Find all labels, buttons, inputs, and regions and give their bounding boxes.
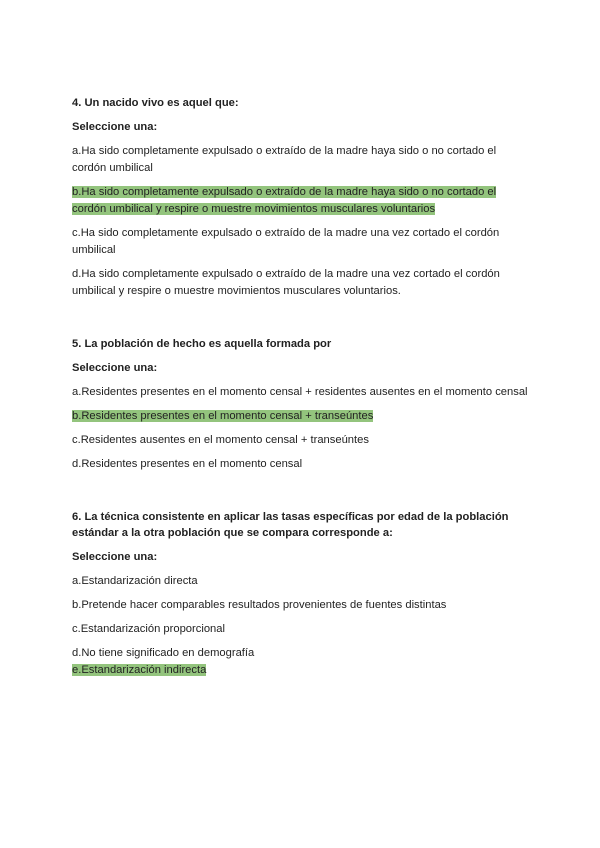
option-b: [72, 597, 528, 614]
option-text: a.Estandarización directa: [72, 575, 198, 587]
option-c: [72, 225, 528, 259]
select-one-label: Seleccione una:: [72, 362, 158, 374]
option-text-highlighted: b.Residentes presentes en el momento censal + transeúntes: [72, 410, 374, 422]
select-one-label: Seleccione una:: [72, 121, 158, 133]
option-text-highlighted: b.Ha sido completamente expulsado o extraído de la madre haya sido o no cortado el cordón umbilical y respire o muestre movimientos musculares voluntarios: [72, 186, 497, 215]
question-spacer: [72, 307, 528, 336]
option-b-correct: [72, 408, 528, 425]
option-text-highlighted: e.Estandarización indirecta: [72, 664, 207, 676]
option-text: a.Residentes presentes en el momento censal + residentes ausentes en el momento censal: [72, 386, 528, 398]
option-c: [72, 621, 528, 638]
question-6: [72, 509, 528, 679]
option-text: d.Residentes presentes en el momento censal: [72, 458, 303, 470]
option-text: c.Residentes ausentes en el momento censal + transeúntes: [72, 434, 369, 446]
option-text: b.Pretende hacer comparables resultados provenientes de fuentes distintas: [72, 599, 447, 611]
question-title: 4. Un nacido vivo es aquel que:: [72, 97, 239, 109]
option-text: a.Ha sido completamente expulsado o extraído de la madre haya sido o no cortado el cordón umbilical: [72, 145, 497, 174]
option-a: [72, 573, 528, 590]
option-d: [72, 456, 528, 473]
option-b-correct: [72, 184, 528, 218]
question-4: [72, 95, 528, 300]
option-c: [72, 432, 528, 449]
option-a: [72, 143, 528, 177]
option-d: [72, 645, 528, 662]
option-e-correct: [72, 662, 528, 679]
question-title: 6. La técnica consistente en aplicar las tasas específicas por edad de la población estándar a la otra población que se compara corresponde a:: [72, 511, 509, 539]
option-text: c.Estandarización proporcional: [72, 623, 225, 635]
option-text: d.No tiene significado en demografía: [72, 647, 255, 659]
option-text: c.Ha sido completamente expulsado o extraído de la madre una vez cortado el cordón umbilical: [72, 227, 500, 256]
question-5: [72, 336, 528, 473]
document-page: [72, 95, 528, 686]
option-text: d.Ha sido completamente expulsado o extraído de la madre una vez cortado el cordón umbilical y respire o muestre movimientos musculares voluntarios.: [72, 268, 500, 297]
option-a: [72, 384, 528, 401]
select-one-label: Seleccione una:: [72, 551, 158, 563]
option-d: [72, 266, 528, 300]
question-spacer: [72, 480, 528, 509]
question-title: 5. La población de hecho es aquella formada por: [72, 338, 332, 350]
